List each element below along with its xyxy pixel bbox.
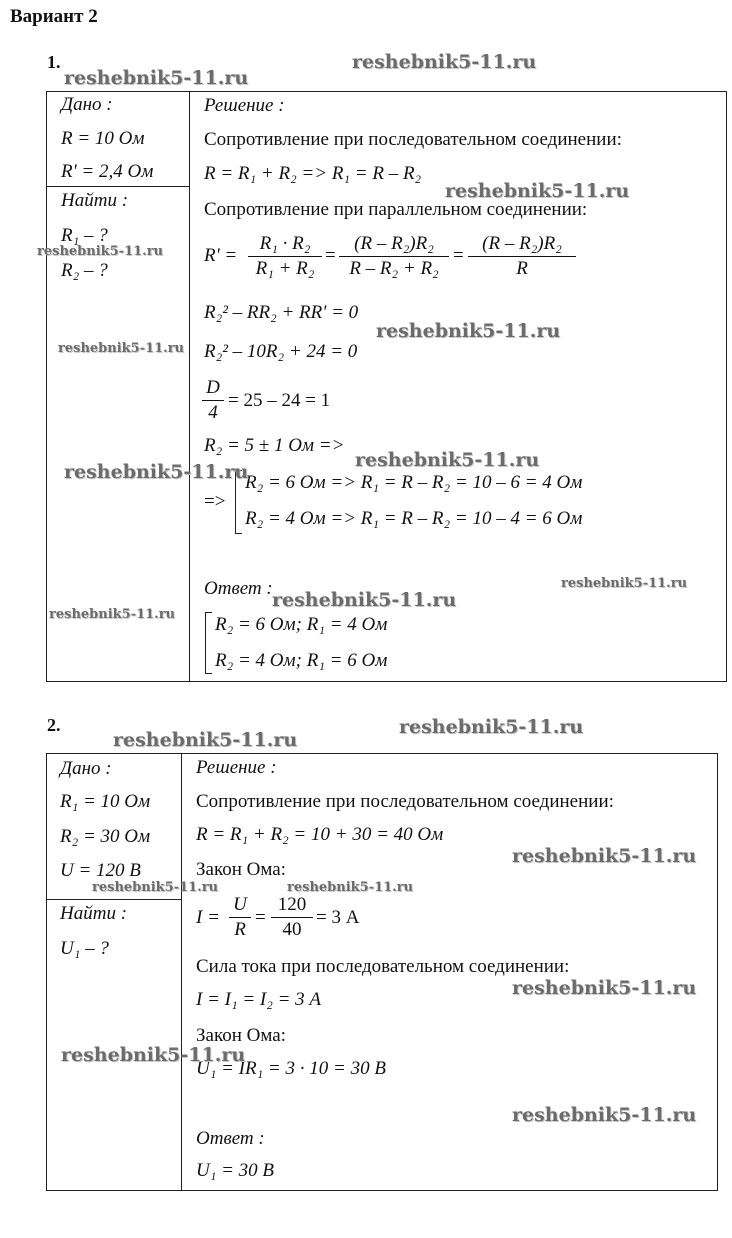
p1-answer-bracket — [205, 612, 212, 674]
p1-parallel-text: Сопротивление при параллельном соединении: — [204, 199, 588, 220]
p2-eq2-lhs: I = — [196, 907, 220, 928]
problem-1-divider — [189, 91, 190, 682]
p1-find-r2: R₂ – ? — [61, 260, 108, 281]
watermark: reshebnik5-11.ru — [512, 1104, 697, 1126]
watermark: reshebnik5-11.ru — [58, 341, 185, 356]
p2-eq2-rest: = 3 А — [316, 907, 360, 928]
p1-eq2-f1-num: R₁ · R₂ — [248, 232, 322, 257]
p1-eq2-eq2: = — [453, 245, 464, 266]
p2-eq1: R = R₁ + R₂ = 10 + 30 = 40 Ом — [196, 824, 444, 845]
p1-eq2-fraction-3 — [468, 232, 576, 281]
problem-1-given-divider — [46, 186, 189, 187]
p1-answer-label: Ответ : — [204, 578, 273, 599]
p1-eq5-rest: = 25 – 24 = 1 — [228, 390, 331, 411]
p1-eq2-f2-den: R – R₂ + R₂ — [349, 258, 439, 279]
p1-eq2-lhs: R' = — [204, 245, 238, 266]
p1-eq2-fraction-2 — [339, 232, 449, 281]
watermark: reshebnik5-11.ru — [355, 449, 540, 471]
p1-eq3: R₂² – RR₂ + RR' = 0 — [204, 302, 359, 323]
p2-given-r1: R₁ = 10 Ом — [60, 791, 151, 812]
watermark: reshebnik5-11.ru — [512, 845, 697, 867]
problem-2-given-divider — [46, 899, 181, 900]
p1-eq2-f2-num: (R – R₂)R₂ — [339, 232, 449, 257]
p2-eq2-eq1: = — [255, 907, 266, 928]
p2-ohm-label: Закон Ома: — [196, 859, 286, 880]
page-title: Вариант 2 — [10, 6, 98, 27]
watermark: reshebnik5-11.ru — [113, 729, 298, 751]
p2-ohm-label-2: Закон Ома: — [196, 1025, 286, 1046]
watermark: reshebnik5-11.ru — [64, 461, 249, 483]
p1-eq4: R₂² – 10R₂ + 24 = 0 — [204, 341, 358, 362]
p1-given-label: Дано : — [61, 94, 113, 115]
p1-case-2: R₂ = 4 Ом => R₁ = R – R₂ = 10 – 4 = 6 Ом — [245, 508, 583, 529]
p2-answer: U₁ = 30 В — [196, 1160, 275, 1181]
p2-given-u: U = 120 В — [60, 860, 141, 881]
watermark: reshebnik5-11.ru — [61, 1044, 246, 1066]
p2-find-label: Найти : — [60, 903, 128, 924]
p1-answer-2: R₂ = 4 Ом; R₁ = 6 Ом — [215, 650, 388, 671]
p1-eq2-f3-num: (R – R₂)R₂ — [468, 232, 576, 257]
watermark: reshebnik5-11.ru — [64, 67, 249, 89]
p1-eq2-eq1: = — [325, 245, 336, 266]
p2-solution-label: Решение : — [196, 757, 277, 778]
watermark: reshebnik5-11.ru — [49, 607, 176, 622]
p1-series-text: Сопротивление при последовательном соединении: — [204, 129, 622, 150]
p1-arrow: => — [204, 491, 226, 512]
p1-eq2-f1-den: R₁ + R₂ — [255, 258, 315, 279]
p2-current-text: Сила тока при последовательном соединении: — [196, 956, 570, 977]
p1-find-r1: R₁ – ? — [61, 225, 108, 246]
p1-given-r: R = 10 Ом — [61, 128, 145, 149]
p1-case-1: R₂ = 6 Ом => R₁ = R – R₂ = 10 – 6 = 4 Ом — [245, 472, 583, 493]
p2-eq2-f1-num: U — [229, 893, 251, 918]
p1-eq5-den: 4 — [208, 402, 218, 423]
watermark: reshebnik5-11.ru — [399, 716, 584, 738]
p2-eq4: U₁ = IR₁ = 3 · 10 = 30 В — [196, 1058, 386, 1079]
p2-find-u1: U₁ – ? — [60, 938, 109, 959]
p2-series-text: Сопротивление при последовательном соединении: — [196, 791, 614, 812]
p2-eq2-f2-den: 40 — [282, 919, 302, 940]
watermark: reshebnik5-11.ru — [445, 180, 630, 202]
p1-given-r-prime: R' = 2,4 Ом — [61, 161, 154, 182]
problem-2-divider — [181, 753, 182, 1191]
p1-eq5-num: D — [202, 376, 224, 401]
p1-answer-1: R₂ = 6 Ом; R₁ = 4 Ом — [215, 614, 388, 635]
p1-find-label: Найти : — [61, 190, 129, 211]
p1-eq2-fraction-1 — [248, 232, 322, 281]
p1-solution-label: Решение : — [204, 95, 285, 116]
p2-eq2-f1-den: R — [234, 919, 246, 940]
watermark: reshebnik5-11.ru — [287, 880, 414, 895]
watermark: reshebnik5-11.ru — [272, 589, 457, 611]
p1-eq5-fraction — [202, 376, 224, 425]
p1-eq1: R = R₁ + R₂ => R₁ = R – R₂ — [204, 163, 422, 184]
p2-eq2-f2-num: 120 — [271, 893, 313, 918]
watermark: reshebnik5-11.ru — [37, 244, 164, 259]
p2-eq2-fraction-1 — [229, 893, 251, 942]
p2-answer-label: Ответ : — [196, 1128, 265, 1149]
p2-eq2-fraction-2 — [271, 893, 313, 942]
watermark: reshebnik5-11.ru — [352, 51, 537, 73]
watermark: reshebnik5-11.ru — [376, 320, 561, 342]
p2-given-r2: R₂ = 30 Ом — [60, 826, 151, 847]
watermark: reshebnik5-11.ru — [561, 576, 688, 591]
watermark: reshebnik5-11.ru — [92, 880, 219, 895]
p1-eq6: R₂ = 5 ± 1 Ом => — [204, 435, 345, 456]
p1-eq2-f3-den: R — [516, 258, 528, 279]
problem-1-number: 1. — [47, 52, 61, 72]
watermark: reshebnik5-11.ru — [512, 977, 697, 999]
p2-eq3: I = I₁ = I₂ = 3 А — [196, 989, 322, 1010]
p2-given-label: Дано : — [60, 758, 112, 779]
problem-2-number: 2. — [47, 715, 61, 735]
